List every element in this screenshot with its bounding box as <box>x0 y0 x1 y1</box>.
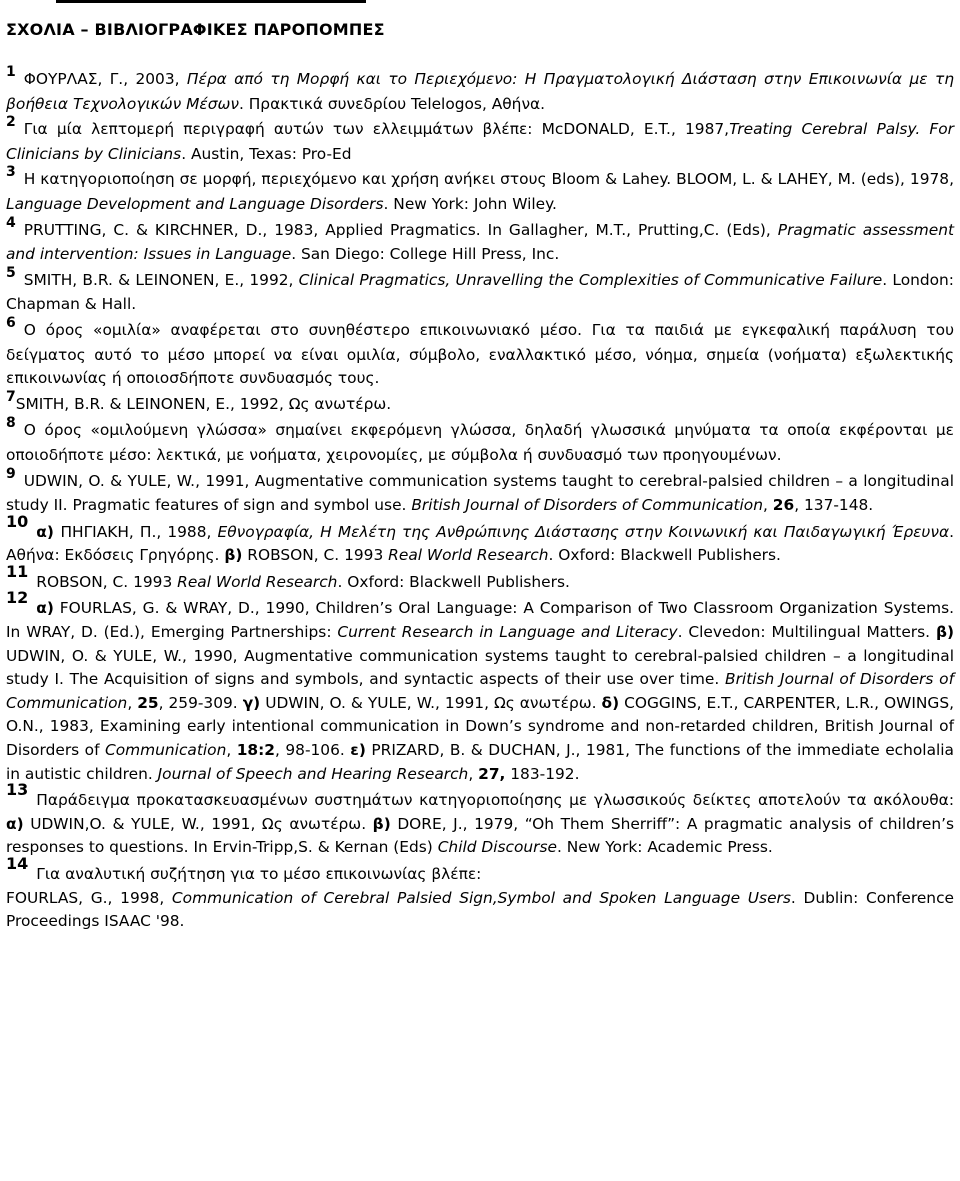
footnote-text: UDWIN, O. & YULE, W., 1990, Augmentative communication systems taught to cerebral-palsied children – a longitudinal study I. The Acquisition of signs and symbols, and syntactic aspects of their use over time. <box>6 646 954 689</box>
footnote-5 <box>6 264 954 317</box>
footnote-number: 6 <box>6 314 16 331</box>
footnote-text: , <box>468 764 479 783</box>
footnote-text: Clinical Pragmatics, Unravelling the Complexities of Communicative Failure <box>298 270 883 289</box>
footnote-text: ΠΗΓΙΑΚΗ, Π., 1988, <box>60 522 218 541</box>
footnote-text: 26 <box>772 496 795 515</box>
footnote-number: 14 <box>6 854 29 873</box>
footnote-text: . San Diego: College Hill Press, Inc. <box>291 245 560 264</box>
footnote-text: DORE, J., 1979, “Oh Them Sherriff”: A pragmatic analysis of children’s responses to questions. In Ervin-Tripp,S. & Kernan (Eds) <box>6 814 954 857</box>
footnote-text: , 137-148. <box>794 496 874 515</box>
footnote-number: 7 <box>6 388 16 405</box>
footnote-9 <box>6 465 954 518</box>
footnote-text: Child Discourse <box>437 838 557 857</box>
footnote-text: UDWIN,O. & YULE, W., 1991, Ως ανωτέρω. <box>23 814 373 833</box>
footnote-text: . London: Chapman & Hall. <box>6 270 954 314</box>
footnote-text: ROBSON, C. 1993 <box>242 546 389 565</box>
footnote-text: α) <box>36 522 61 541</box>
footnote-number: 12 <box>6 588 29 608</box>
footnote-text: Real World Research <box>388 546 549 565</box>
top-rule <box>56 0 366 3</box>
footnote-text: . Austin, Texas: Pro-Ed <box>181 144 352 163</box>
footnote-text: Pragmatic assessment and intervention: Issues in Language <box>6 220 954 264</box>
footnote-14 <box>6 854 954 934</box>
footnote-text: Εθνογραφία, Η Μελέτη της Ανθρώπινης Διάστασης στην Κοινωνική και Παιδαγωγική Έρευνα <box>217 522 950 541</box>
page-heading: ΣΧΟΛΙΑ – ΒΙΒΛΙΟΓΡΑΦΙΚΕΣ ΠΑΡΟΠΟΜΠΕΣ <box>6 20 385 39</box>
footnote-text: 18:2 <box>236 741 275 760</box>
footnote-text: Η κατηγοριοποίηση σε μορφή, περιεχόμενο και χρήση ανήκει στους Bloom & Lahey. BLOOM, L. & LAHEY, M. (eds), 1978, <box>23 170 954 189</box>
footnote-number: 5 <box>6 264 16 281</box>
footnote-text: PRIZARD, B. & DUCHAN, J., 1981, The functions of the immediate echolalia in autistic children. <box>6 741 954 783</box>
footnote-text: α) <box>6 814 24 833</box>
footnote-text: Communication <box>105 741 227 760</box>
footnote-text: Ο όρος «ομιλούμενη γλώσσα» σημαίνει εκφερόμενη γλώσσα, δηλαδή γλωσσικά μηνύματα τα οποία εκφέρονται με οποιοδήποτε μέσο: λεκτικά, με νοήματα, χειρονομίες, με σύμβολα ή συνδυασμό των προηγουμένων. <box>6 421 954 464</box>
footnote-number: 3 <box>6 164 16 181</box>
footnote-text: β) <box>935 623 954 642</box>
footnote-text: α) <box>36 599 54 618</box>
footnote-text: ε) <box>350 741 366 760</box>
footnote-text: British Journal of Disorders of Communication <box>411 496 763 515</box>
footnote-text: . Αθήνα: Εκδόσεις Γρηγόρης. <box>6 522 954 565</box>
footnote-text: FOURLAS, G., 1998, <box>6 888 172 907</box>
footnote-text: , <box>226 741 237 760</box>
footnote-13 <box>6 780 954 860</box>
footnote-number: 1 <box>6 64 16 80</box>
footnote-text: . Clevedon: Multilingual Matters. <box>677 623 936 642</box>
footnote-text: ΦΟΥΡΛΑΣ, Γ., 2003, <box>23 70 187 88</box>
footnote-text: 25 <box>137 693 159 712</box>
footnote-6 <box>6 314 954 391</box>
footnote-text: . New York: John Wiley. <box>383 194 557 213</box>
footnote-text: Current Research in Language and Literacy <box>337 623 678 642</box>
footnote-3 <box>6 164 954 216</box>
footnote-number: 4 <box>6 214 16 231</box>
footnote-text: PRUTTING, C. & KIRCHNER, D., 1983, Applied Pragmatics. In Gallagher, M.T., Prutting,C. (Eds), <box>23 220 778 239</box>
footnote-text: γ) <box>242 693 261 712</box>
footnote-text: β) <box>372 814 391 833</box>
footnote-text: COGGINS, E.T., CARPENTER, L.R., OWINGS, O.N., 1983, Examining early intentional communication in Down’s syndrome and non-retarded children, British Journal of Disorders of <box>6 693 955 760</box>
footnote-11 <box>6 561 954 595</box>
footnote-text: British Journal of Disorders of Communication <box>6 670 954 712</box>
footnote-number: 13 <box>6 780 29 800</box>
footnote-text: Communication of Cerebral Palsied Sign,Symbol and Spoken Language Users <box>171 888 791 907</box>
footnote-text: , <box>127 693 138 712</box>
footnote-text: 27, <box>478 764 506 783</box>
footnote-number: 8 <box>6 415 16 432</box>
footnote-text: Journal of Speech and Hearing Research <box>157 764 469 783</box>
footnote-number: 11 <box>6 561 29 581</box>
footnote-text: Real World Research <box>177 572 338 591</box>
footnote-number: 2 <box>6 114 16 131</box>
footnote-text: 183-192. <box>505 764 580 783</box>
footnote-text: Language Development and Language Disorders <box>6 194 384 213</box>
footnote-2 <box>6 114 955 166</box>
footnote-text: . Dublin: Conference Proceedings ISAAC '98. <box>6 888 954 931</box>
footnotes-list <box>6 64 955 934</box>
footnote-number: 10 <box>6 511 29 531</box>
footnote-text: δ) <box>601 693 620 712</box>
footnote-number: 9 <box>6 465 16 482</box>
footnote-8 <box>6 415 954 467</box>
footnote-text: . Πρακτικά συνεδρίου Telelogos, Αθήνα. <box>238 94 546 113</box>
footnote-12 <box>6 588 955 786</box>
footnote-text: , 98-106. <box>274 741 351 760</box>
footnote-text: ROBSON, C. 1993 <box>36 572 178 591</box>
footnote-text: Για μία λεπτομερή περιγραφή αυτών των ελλειμμάτων βλέπε: McDONALD, E.T., 1987, <box>23 120 730 139</box>
footnote-text: . Oxford: Blackwell Publishers. <box>337 572 570 591</box>
footnote-text: , <box>762 496 773 515</box>
footnote-text: Treating Cerebral Palsy. For Clinicians by Clinicians <box>6 120 955 163</box>
footnote-10 <box>6 511 954 568</box>
footnote-text: FOURLAS, G. & WRAY, D., 1990, Children’s Oral Language: A Comparison of Two Classroom Organization Systems. In WRAY, D. (Ed.), Emerging Partnerships: <box>6 599 954 642</box>
footnote-text: Πέρα από τη Μορφή και το Περιεχόμενο: Η Πραγματολογική Διάσταση στην Επικοινωνία με τη βοήθεια Τεχνολογικών Μέσων <box>6 70 954 113</box>
footnote-text: Ο όρος «ομιλία» αναφέρεται στο συνηθέστερο επικοινωνιακό μέσο. Για τα παιδιά με εγκεφαλική παράλυση του δείγματος αυτό το μέσο μπορεί να είναι ομιλία, σύμβολο, εναλλακτικό μέσο, νόημα, σημεία (νοήματα) εξωλεκτικής επικοινωνίας ή οποιοσδήποτε συνδυασμός τους. <box>6 320 954 388</box>
footnote-text: Παράδειγμα προκατασκευασμένων συστημάτων κατηγοριοποίησης με γλωσσικούς δείκτες αποτελούν τα ακόλουθα: <box>36 791 954 810</box>
footnote-7 <box>6 388 954 418</box>
footnote-text: β) <box>224 546 243 565</box>
footnote-1 <box>6 64 954 116</box>
footnote-4 <box>6 214 954 267</box>
footnote-text: Για αναλυτική συζήτηση για το μέσο επικοινωνίας βλέπε: <box>36 865 482 883</box>
footnote-text: UDWIN, O. & YULE, W., 1991, Ως ανωτέρω. <box>260 693 602 712</box>
footnote-text: UDWIN, O. & YULE, W., 1991, Augmentative communication systems taught to cerebral-palsied children – a longitudinal study II. Pragmatic features of sign and symbol use. <box>6 471 954 515</box>
footnote-text: , 259-309. <box>158 693 243 712</box>
footnote-text: . Oxford: Blackwell Publishers. <box>548 546 781 565</box>
footnote-text: SMITH, B.R. & LEINONEN, E., 1992, Ως ανωτέρω. <box>15 394 392 413</box>
footnote-text: . New York: Academic Press. <box>557 838 773 857</box>
footnote-text: SMITH, B.R. & LEINONEN, E., 1992, <box>23 270 299 289</box>
